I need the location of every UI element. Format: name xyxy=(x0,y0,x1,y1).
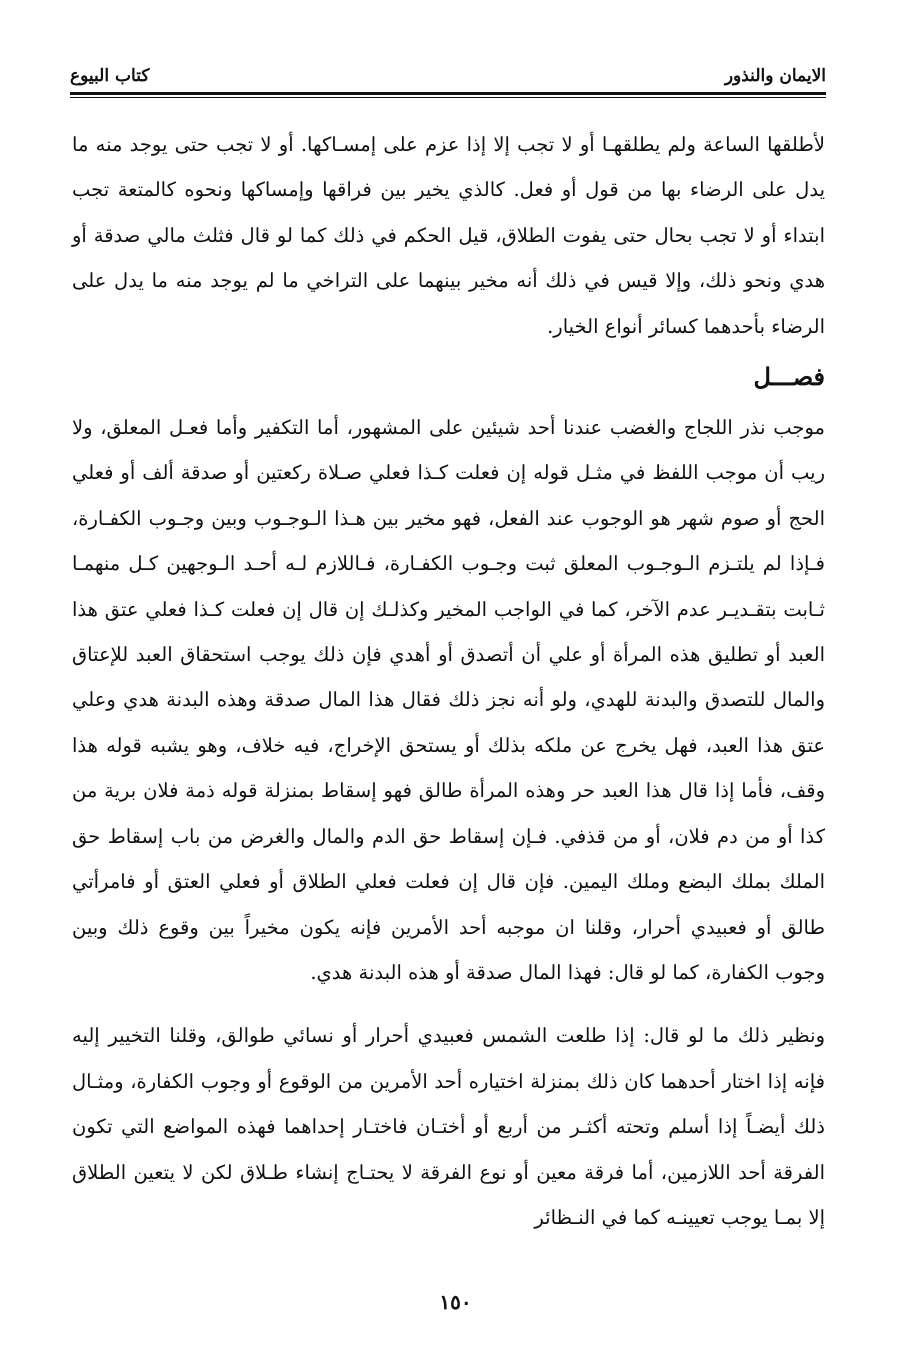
header-book-title: كتاب البيوع xyxy=(70,66,150,86)
page-number: ١٥٠ xyxy=(439,1290,472,1314)
running-header xyxy=(70,62,826,86)
paragraph-1: لأطلقها الساعة ولم يطلقهـا أو لا تجب إلا إذا عزم على إمسـاكها. أو لا تجب حتى يوجد منه ما يدل على الرضاء بها من قول أو فعل. كالذي يخير بين فراقها وإمساكها ونحوه كالمتعة تجب ابتداء أو لا تجب بحال حتى يفوت الطلاق، قيل الحكم في ذلك كما لو قال فثلث مالي صدقة أو هدي ونحو ذلك، وإلا قيس في ذلك أنه مخير بينهما على التراخي ما لم يوجد منه ما يدل على الرضاء بأحدهما كسائر أنواع الخيار. xyxy=(72,133,825,338)
main-text xyxy=(72,122,825,1240)
section-heading: فصـــل xyxy=(753,362,825,392)
header-rule-thin xyxy=(70,97,826,98)
paragraph-gap xyxy=(72,995,825,1013)
paragraph-2: موجب نذر اللجاج والغضب عندنا أحد شيئين على المشهور، أما التكفير وأما فعـل المعلق، ولا ريب أن موجب اللفظ في مثـل قوله إن فعلت كـذا فعلي صـلاة ركعتين أو صدقة ألف أو فعلي الحج أو صوم شهر هو الوجوب عند الفعل، فهو مخير بين هـذا الـوجـوب وبين وجـوب الكفـارة، فـإذا لم يلتـزم الـوجـوب المعلق ثبت وجـوب الكفـارة، فـاللازم لـه أحـد الـوجهين كـل منهمـا ثـابت بتقـديـر عدم الآخر، كما في الواجب المخير وكذلـك إن قال إن فعلت كـذا فعلي عتق هذا العبد أو تطليق هذه المرأة أو علي أن أتصدق أو أهدي فإن ذلك يوجب استحقاق العبد للإعتاق والمال للتصدق والبدنة للهدي، ولو أنه نجز ذلك فقال هذا المال صدقة وهذه البدنة هدي وعلي عتق هذا العبد، فهل يخرج عن ملكه بذلك أو يستحق الإخراج، فيه خلاف، وهو يشبه قوله هذا وقف، فأما إذا قال هذا العبد حر وهذه المرأة طالق فهو إسقاط بمنزلة قوله ذمة فلان برية من كذا أو من دم فلان، أو من قذفي. فـإن إسقاط حق الدم والمال والغرض من باب إسقاط حق الملك بملك البضع وملك اليمين. فإن قال إن فعلت فعلي الطلاق أو فعلي العتق أو فامرأتي طالق أو فعبيدي أحرار، وقلنا ان موجبه أحد الأمرين فإنه يكون مخيراً بين وقوع ذلك وبين وجوب الكفارة، كما لو قال: فهذا المال صدقة أو هذه البدنة هدي. xyxy=(72,416,825,984)
header-rule-thick xyxy=(70,92,826,95)
header-chapter-title: الايمان والنذور xyxy=(724,66,826,86)
paragraph-3: ونظير ذلك ما لو قال: إذا طلعت الشمس فعبيدي أحرار أو نسائي طوالق، وقلنا التخيير إليه فإنه إذا اختار أحدهما كان ذلك بمنزلة اختياره أحد الأمرين من الوقوع أو وجوب الكفارة، ومثـال ذلك أيضـاً إذا أسلم وتحته أكثـر من أربع أو أختـان فاختـار إحداهما فهذه المواضع التي تكون الفرقة أحد اللازمين، أما فرقة معين أو نوع الفرقة لا يحتـاج إنشاء طـلاق لكن لا يتعين الطلاق إلا بمـا يوجب تعيينـه كما في النـظائر xyxy=(72,1024,825,1229)
